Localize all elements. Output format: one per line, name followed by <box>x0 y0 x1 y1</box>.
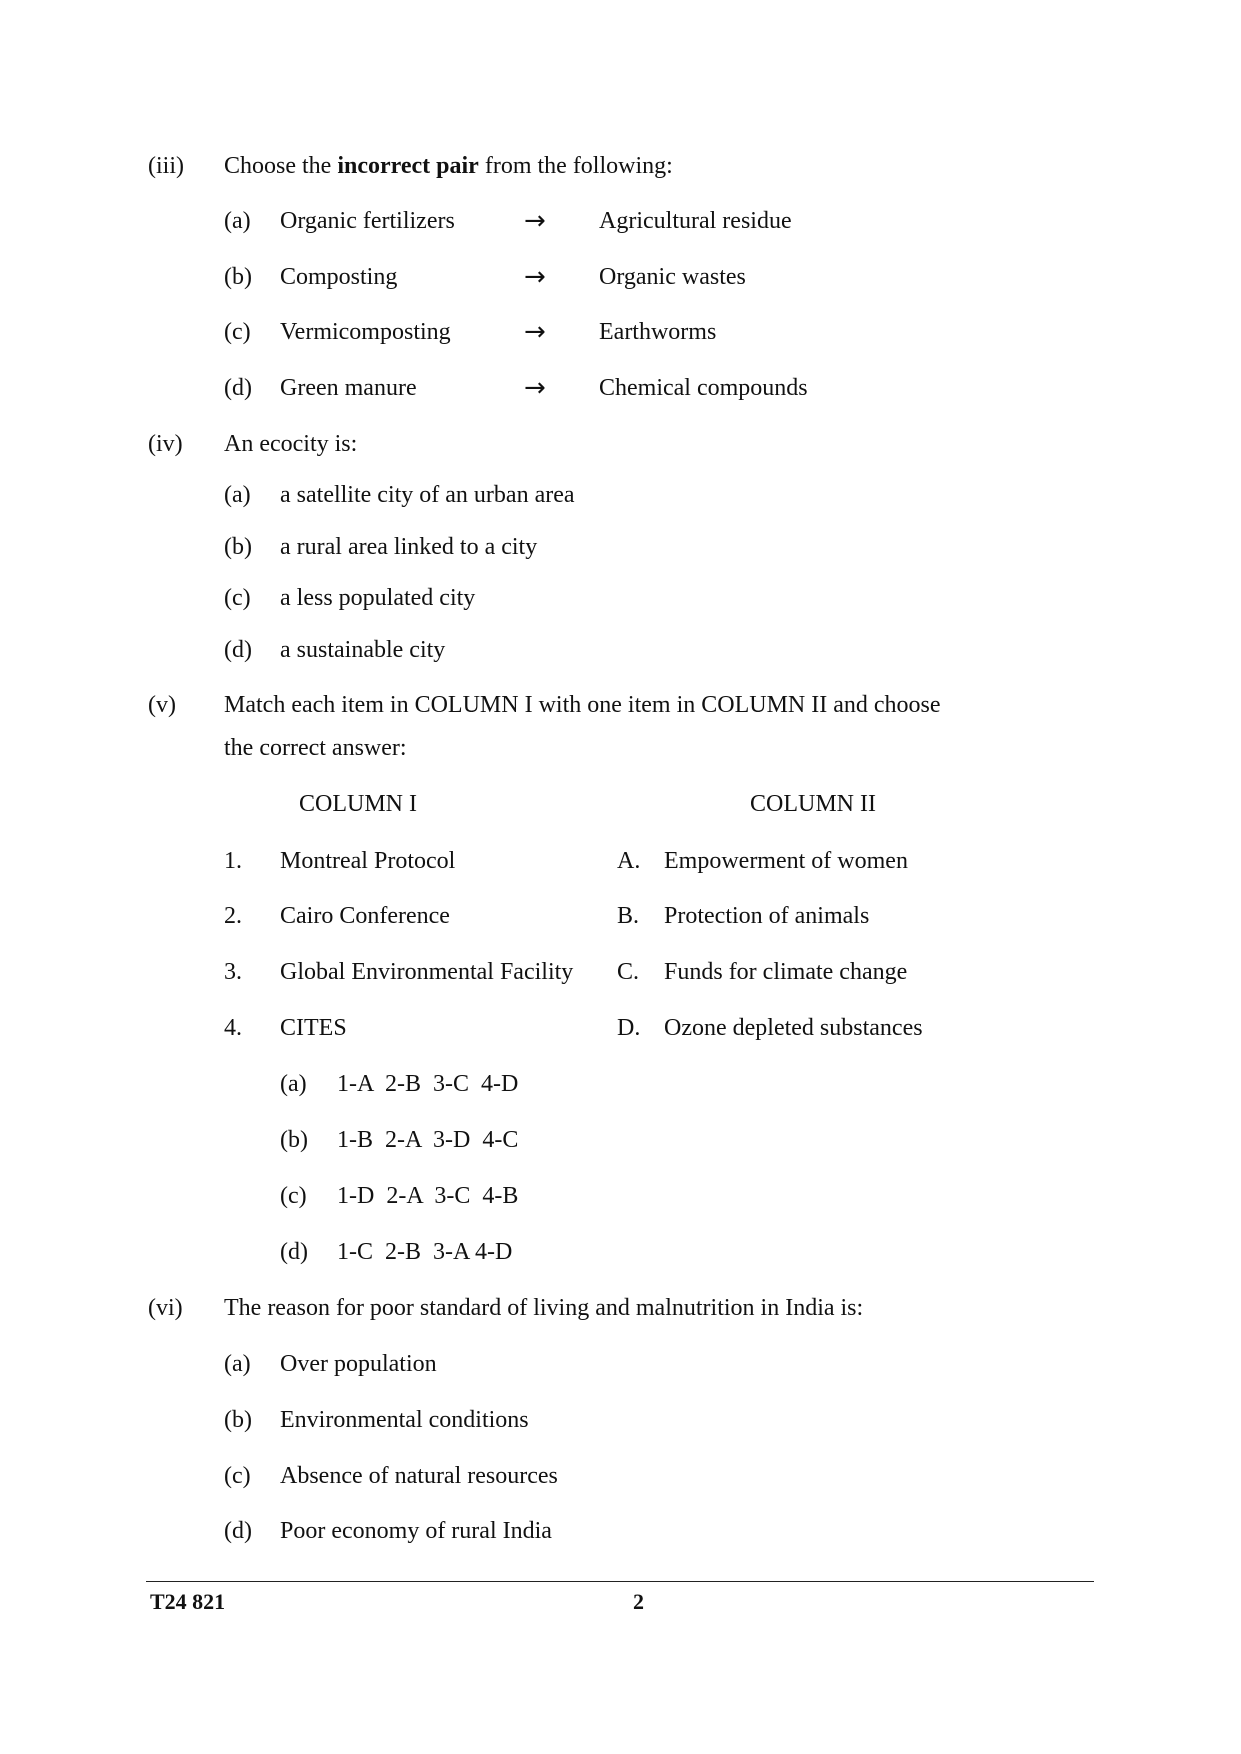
option-text: Absence of natural resources <box>280 1463 558 1489</box>
option-label: (b) <box>280 1127 308 1153</box>
option-text: a less populated city <box>280 585 476 611</box>
column-1-item: Cairo Conference <box>280 903 450 929</box>
arrow-right-icon: → <box>524 373 546 403</box>
option-label: (a) <box>280 1071 307 1097</box>
option-text: a satellite city of an urban area <box>280 482 575 508</box>
pair-right: Agricultural residue <box>599 208 792 234</box>
option-label: (a) <box>224 1351 251 1377</box>
row-number: 3. <box>224 959 242 985</box>
column-2-item: Ozone depleted substances <box>664 1015 923 1041</box>
option-text: 1-C 2-B 3-A 4-D <box>337 1239 513 1265</box>
option-text: a rural area linked to a city <box>280 534 538 560</box>
pair-left: Vermicomposting <box>280 319 451 345</box>
column-1-item: Montreal Protocol <box>280 848 456 874</box>
pair-left: Composting <box>280 264 398 290</box>
option-label: (c) <box>224 319 251 345</box>
option-text: a sustainable city <box>280 637 446 663</box>
arrow-right-icon: → <box>524 317 546 347</box>
option-text: Over population <box>280 1351 437 1377</box>
column-2-header: COLUMN II <box>750 791 876 817</box>
row-letter: C. <box>617 959 640 985</box>
option-label: (a) <box>224 482 251 508</box>
paper-code: T24 821 <box>150 1589 226 1614</box>
row-number: 2. <box>224 903 242 929</box>
question-number: (v) <box>148 692 176 718</box>
pair-right: Earthworms <box>599 319 717 345</box>
page-number: 2 <box>633 1589 644 1614</box>
option-label: (c) <box>224 1463 251 1489</box>
pair-left: Organic fertilizers <box>280 208 455 234</box>
question-stem: An ecocity is: <box>224 431 358 457</box>
option-text: 1-B 2-A 3-D 4-C <box>337 1127 519 1153</box>
row-number: 4. <box>224 1015 242 1041</box>
row-letter: D. <box>617 1015 641 1041</box>
footer-divider <box>146 1581 1094 1582</box>
column-1-header: COLUMN I <box>299 791 417 817</box>
question-stem <box>224 151 673 181</box>
option-label: (d) <box>224 375 252 401</box>
question-number: (iii) <box>148 153 184 179</box>
column-2-item: Protection of animals <box>664 903 870 929</box>
question-number: (vi) <box>148 1295 183 1321</box>
option-text: 1-A 2-B 3-C 4-D <box>337 1071 519 1097</box>
option-label: (b) <box>224 1407 252 1433</box>
pair-right: Organic wastes <box>599 264 746 290</box>
question-stem: the correct answer: <box>224 735 407 761</box>
option-label: (a) <box>224 208 251 234</box>
column-1-item: CITES <box>280 1015 347 1041</box>
option-label: (b) <box>224 264 252 290</box>
pair-left: Green manure <box>280 375 417 401</box>
stem-emphasis: incorrect pair <box>337 153 479 179</box>
option-text: 1-D 2-A 3-C 4-B <box>337 1183 519 1209</box>
question-stem: Match each item in COLUMN I with one item in COLUMN II and choose <box>224 692 941 718</box>
column-2-item: Empowerment of women <box>664 848 908 874</box>
arrow-right-icon: → <box>524 206 546 236</box>
arrow-right-icon: → <box>524 262 546 292</box>
column-1-item: Global Environmental Facility <box>280 959 574 985</box>
column-2-item: Funds for climate change <box>664 959 908 985</box>
stem-text: Choose the <box>224 153 332 179</box>
option-label: (d) <box>224 637 252 663</box>
question-number: (iv) <box>148 431 183 457</box>
question-stem: The reason for poor standard of living and malnutrition in India is: <box>224 1295 864 1321</box>
row-letter: B. <box>617 903 640 929</box>
option-text: Poor economy of rural India <box>280 1518 552 1544</box>
option-label: (c) <box>280 1183 307 1209</box>
pair-right: Chemical compounds <box>599 375 808 401</box>
row-number: 1. <box>224 848 242 874</box>
option-label: (b) <box>224 534 252 560</box>
option-label: (d) <box>280 1239 308 1265</box>
row-letter: A. <box>617 848 641 874</box>
option-text: Environmental conditions <box>280 1407 529 1433</box>
option-label: (c) <box>224 585 251 611</box>
option-label: (d) <box>224 1518 252 1544</box>
stem-text: from the following: <box>484 153 673 179</box>
